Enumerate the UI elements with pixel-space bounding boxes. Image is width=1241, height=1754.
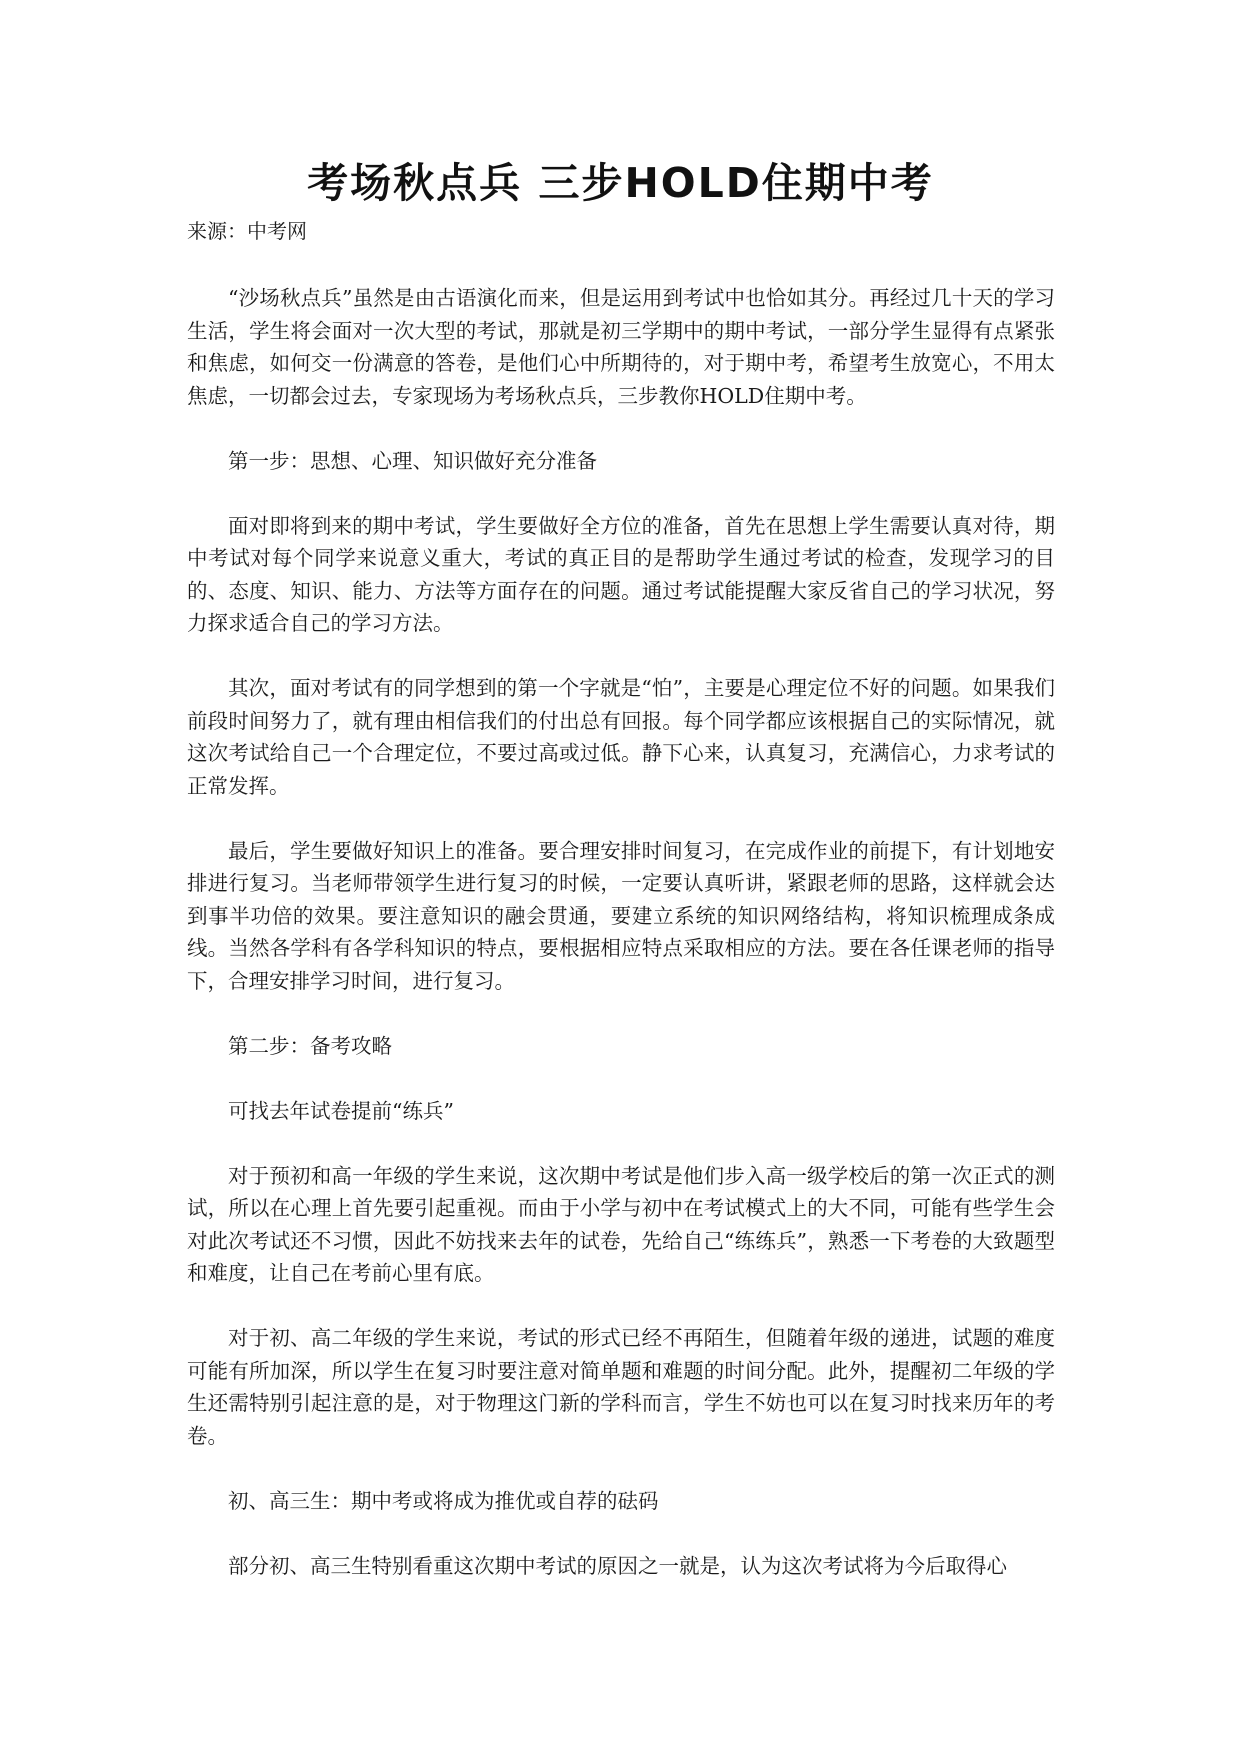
document-title: 考场秋点兵 三步HOLD住期中考	[307, 159, 934, 207]
document-body	[187, 282, 1055, 1615]
body-paragraph: 面对即将到来的期中考试，学生要做好全方位的准备，首先在思想上学生需要认真对待，期中考试对每个同学来说意义重大，考试的真正目的是帮助学生通过考试的检查，发现学习的目的、态度、知识、能力、方法等方面存在的问题。通过考试能提醒大家反省自己的学习状况，努力探求适合自己的学习方法。	[187, 513, 1055, 635]
body-paragraph: 其次，面对考试有的同学想到的第一个字就是“怕”，主要是心理定位不好的问题。如果我们前段时间努力了，就有理由相信我们的付出总有回报。每个同学都应该根据自己的实际情况，就这次考试给自己一个合理定位，不要过高或过低。静下心来，认真复习，充满信心，力求考试的正常发挥。	[187, 676, 1055, 798]
section-heading-step-one: 第一步：思想、心理、知识做好充分准备	[228, 448, 597, 473]
body-paragraph: 对于初、高二年级的学生来说，考试的形式已经不再陌生，但随着年级的递进，试题的难度可能有所加深，所以学生在复习时要注意对简单题和难题的时间分配。此外，提醒初二年级的学生还需特别引起注意的是，对于物理这门新的学科而言，学生不妨也可以在复习时找来历年的考卷。	[187, 1326, 1055, 1448]
subheading-senior-students: 初、高三生：期中考或将成为推优或自荐的砝码	[228, 1488, 659, 1513]
body-paragraph: 部分初、高三生特别看重这次期中考试的原因之一就是，认为这次考试将为今后取得心	[228, 1553, 1007, 1578]
document-source: 来源：中考网	[187, 219, 307, 243]
section-heading-step-two: 第二步：备考攻略	[228, 1033, 392, 1058]
body-paragraph: 最后，学生要做好知识上的准备。要合理安排时间复习，在完成作业的前提下，有计划地安排进行复习。当老师带领学生进行复习的时候，一定要认真听讲，紧跟老师的思路，这样就会达到事半功倍的效果。要注意知识的融会贯通，要建立系统的知识网络结构，将知识梳理成条成线。当然各学科有各学科知识的特点，要根据相应特点采取相应的方法。要在各任课老师的指导下，合理安排学习时间，进行复习。	[187, 838, 1055, 993]
subheading-practice: 可找去年试卷提前“练兵”	[228, 1098, 454, 1123]
intro-paragraph: “沙场秋点兵”虽然是由古语演化而来，但是运用到考试中也恰如其分。再经过几十天的学习生活，学生将会面对一次大型的考试，那就是初三学期中的期中考试，一部分学生显得有点紧张和焦虑，如何交一份满意的答卷，是他们心中所期待的，对于期中考，希望考生放宽心，不用太焦虑，一切都会过去，专家现场为考场秋点兵，三步教你HOLD住期中考。	[187, 286, 1055, 408]
body-paragraph: 对于预初和高一年级的学生来说，这次期中考试是他们步入高一级学校后的第一次正式的测试，所以在心理上首先要引起重视。而由于小学与初中在考试模式上的大不同，可能有些学生会对此次考试还不习惯，因此不妨找来去年的试卷，先给自己“练练兵”，熟悉一下考卷的大致题型和难度，让自己在考前心里有底。	[187, 1163, 1055, 1285]
